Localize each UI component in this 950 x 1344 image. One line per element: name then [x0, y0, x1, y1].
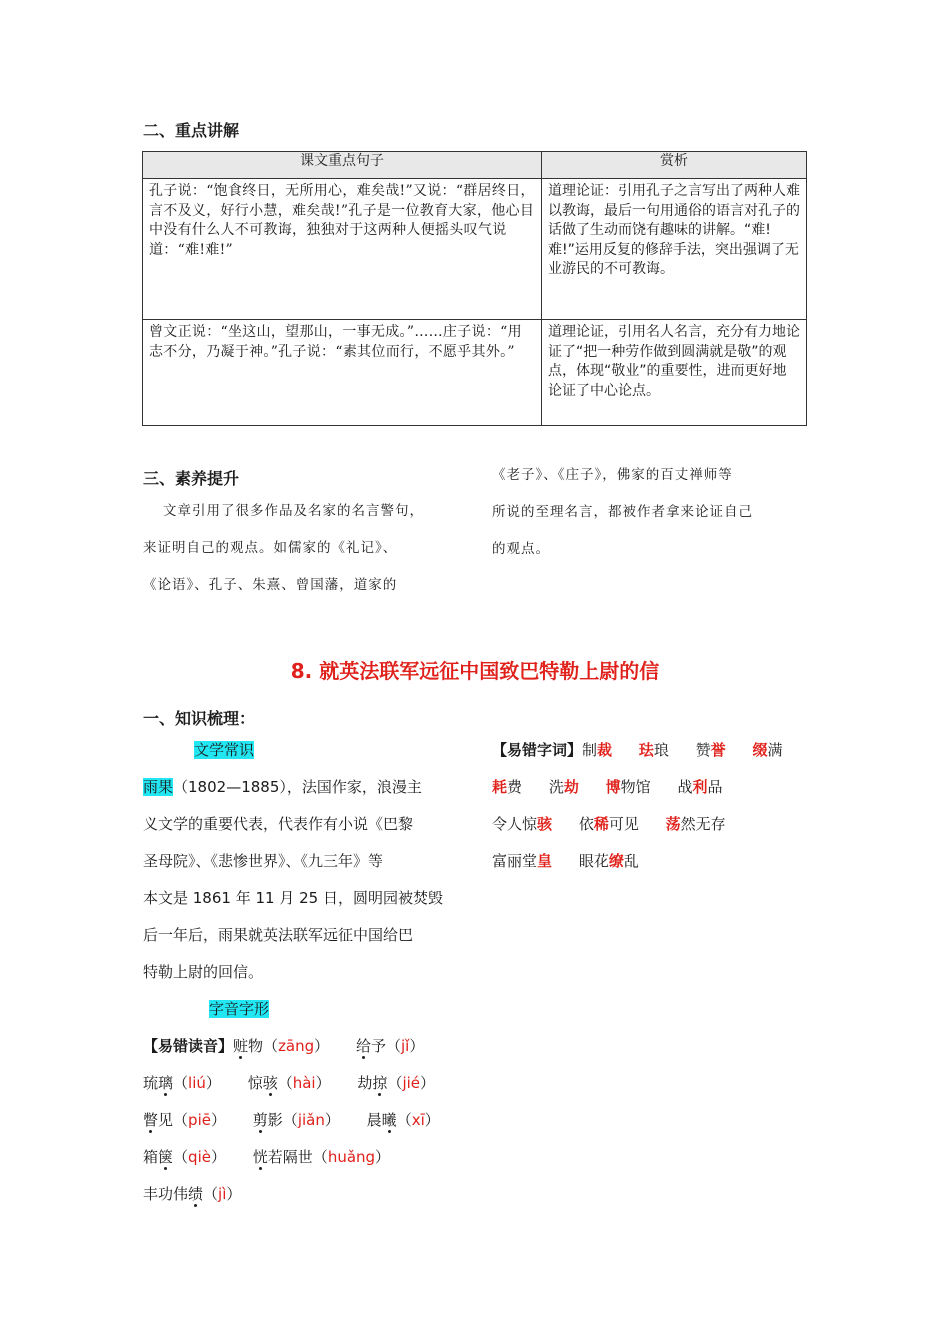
characters-list — [492, 732, 812, 880]
word-part: 富丽堂 — [492, 852, 538, 870]
paren: （ — [263, 1037, 279, 1055]
character-item — [639, 741, 669, 759]
paren: （ — [173, 1148, 189, 1166]
section-heading-knowledge: 一、知识梳理： — [143, 709, 256, 728]
error-prone-character: 博 — [605, 778, 621, 796]
paren: ） — [375, 1148, 391, 1166]
word-part: 制 — [582, 741, 598, 759]
word-part: 品 — [707, 778, 723, 796]
word-part: 见 — [158, 1111, 174, 1129]
error-prone-character: 缭 — [608, 852, 624, 870]
pronunciation-item — [357, 1074, 435, 1092]
author-name: 雨果 — [143, 778, 174, 796]
table-header-sentence: 课文重点句子 — [143, 152, 542, 179]
pinyin: qiè — [188, 1148, 211, 1166]
knowledge-left-column — [143, 732, 473, 1213]
word-part: 丰功伟 — [143, 1185, 189, 1203]
character-item — [549, 778, 579, 796]
word-part: 影 — [267, 1111, 283, 1129]
character-item — [666, 815, 726, 833]
character-item — [492, 778, 522, 796]
word-part: 箱 — [143, 1148, 159, 1166]
pronunciation-item — [143, 1185, 241, 1203]
pronunciation-label: 字音字形 — [209, 1000, 270, 1018]
literacy-line: 《论语》、孔子、朱熹、曾国藩，道家的 — [143, 577, 398, 593]
paren: （ — [173, 1111, 189, 1129]
pinyin: xī — [411, 1111, 425, 1129]
pronunciation-item — [248, 1074, 331, 1092]
word-part: 洗 — [548, 778, 564, 796]
pronunciation-item — [143, 1148, 226, 1166]
paren: （ — [396, 1111, 412, 1129]
word-part: 惊 — [247, 1074, 263, 1092]
section-heading-key-points: 二、重点讲解 — [143, 121, 240, 140]
dotted-character: 箧 — [158, 1148, 174, 1166]
pinyin: jǐ — [401, 1037, 410, 1055]
paren: ） — [314, 1037, 330, 1055]
paren: （ — [312, 1148, 328, 1166]
literature-line: （1802—1885），法国作家，浪漫主 — [173, 778, 422, 796]
error-prone-character: 荡 — [665, 815, 681, 833]
paren: （ — [277, 1074, 293, 1092]
character-item — [752, 741, 782, 759]
paren: （ — [203, 1185, 219, 1203]
pronunciation-list — [143, 1028, 473, 1213]
paren: （ — [387, 1074, 403, 1092]
dotted-character: 曦 — [381, 1111, 397, 1129]
table-cell-analysis: 道理论证：引用孔子之言写出了两种人难以教诲，最后一句用通俗的语言对孔子的话做了生动而饶有趣味的讲解。“难!难!”运用反复的修辞手法，突出强调了无业游民的不可教诲。 — [542, 179, 807, 320]
pinyin: jì — [218, 1185, 227, 1203]
lesson-title: 8. 就英法联军远征中国致巴特勒上尉的信 — [290, 659, 660, 683]
literacy-paragraph-right — [492, 457, 812, 568]
character-item — [492, 815, 552, 833]
key-sentences-table — [142, 151, 807, 426]
paren: ） — [420, 1074, 436, 1092]
character-item — [579, 815, 639, 833]
word-part: 眼花 — [578, 852, 609, 870]
literature-line: 后一年后，雨果就英法联军远征中国给巴 — [143, 926, 414, 944]
paren: ） — [226, 1185, 242, 1203]
literacy-paragraph-left — [143, 493, 473, 604]
character-item — [582, 741, 612, 759]
paren: （ — [173, 1074, 189, 1092]
table-row — [143, 179, 807, 320]
word-part: 令人惊 — [492, 815, 538, 833]
pronunciation-item — [143, 1074, 221, 1092]
error-prone-character: 誉 — [710, 741, 726, 759]
word-part: 予 — [370, 1037, 386, 1055]
literacy-line: 《老子》、《庄子》，佛家的百丈禅师等 — [492, 467, 733, 483]
pronunciation-item — [233, 1037, 329, 1055]
dotted-character: 给 — [355, 1037, 371, 1055]
table-cell-analysis: 道理论证，引用名人名言，充分有力地论证了“把一种劳作做到圆满就是敬”的观点，体现“敬业”的重要性，进而更好地论证了中心论点。 — [542, 320, 807, 426]
section-heading-literacy: 三、素养提升 — [143, 469, 240, 488]
dotted-character: 绩 — [188, 1185, 204, 1203]
error-prone-character: 稀 — [593, 815, 609, 833]
word-part: 乱 — [623, 852, 639, 870]
word-part: 依 — [578, 815, 594, 833]
pinyin: piē — [188, 1111, 211, 1129]
literacy-line: 的观点。 — [492, 541, 550, 557]
dotted-character: 掠 — [372, 1074, 388, 1092]
literature-label: 文学常识 — [194, 741, 255, 759]
pinyin: jié — [402, 1074, 421, 1092]
character-item — [492, 852, 552, 870]
error-prone-character: 珐 — [638, 741, 654, 759]
error-prone-character: 骇 — [537, 815, 553, 833]
dotted-character: 瞥 — [143, 1111, 159, 1129]
word-part: 然无存 — [680, 815, 726, 833]
literature-line: 圣母院》、《悲惨世界》、《九三年》等 — [143, 852, 384, 870]
word-part: 赞 — [695, 741, 711, 759]
word-part: 若隔世 — [267, 1148, 313, 1166]
word-part: 琉 — [143, 1074, 159, 1092]
pinyin: hài — [292, 1074, 316, 1092]
literature-line: 本文是 1861 年 11 月 25 日，圆明园被焚毁 — [143, 889, 443, 907]
literature-line: 义文学的重要代表，代表作有小说《巴黎 — [143, 815, 414, 833]
word-part: 战 — [677, 778, 693, 796]
dotted-character: 璃 — [158, 1074, 174, 1092]
error-prone-character: 皇 — [537, 852, 553, 870]
table-cell-sentence: 孔子说：“饱食终日，无所用心，难矣哉!”又说：“群居终日，言不及义，好行小慧，难矣哉!”孔子是一位教育大家，他心目中没有什么人不可教诲，独独对于这两种人便摇头叹气说道：“难!难!” — [143, 179, 542, 320]
pronunciation-item — [367, 1111, 440, 1129]
literature-line: 特勒上尉的回信。 — [143, 963, 264, 981]
table-header-analysis: 赏析 — [542, 152, 807, 179]
characters-tag: 【易错字词】 — [492, 741, 583, 759]
word-part: 物 — [248, 1037, 264, 1055]
literacy-line: 文章引用了很多作品及名家的名言警句， — [163, 503, 424, 519]
word-part: 劫 — [357, 1074, 373, 1092]
error-prone-character: 利 — [692, 778, 708, 796]
word-part: 可见 — [608, 815, 639, 833]
character-item — [606, 778, 651, 796]
error-prone-character: 耗 — [492, 778, 508, 796]
paren: ） — [205, 1074, 221, 1092]
table-row — [143, 320, 807, 426]
pronunciation-item — [253, 1111, 340, 1129]
pinyin: huǎng — [327, 1148, 376, 1166]
paren: ） — [409, 1037, 425, 1055]
pronunciation-item — [356, 1037, 424, 1055]
dotted-character: 赃 — [233, 1037, 249, 1055]
paren: （ — [385, 1037, 401, 1055]
word-part: 琅 — [653, 741, 669, 759]
character-item — [677, 778, 722, 796]
knowledge-right-column — [492, 732, 812, 880]
pronunciation-item — [253, 1148, 390, 1166]
error-prone-character: 缀 — [752, 741, 768, 759]
character-item — [696, 741, 726, 759]
dotted-character: 骇 — [262, 1074, 278, 1092]
character-item — [579, 852, 639, 870]
paren: ） — [424, 1111, 440, 1129]
paren: ） — [324, 1111, 340, 1129]
word-part: 满 — [767, 741, 783, 759]
pinyin: liú — [188, 1074, 206, 1092]
pronunciation-item — [143, 1111, 226, 1129]
paren: （ — [282, 1111, 298, 1129]
paren: ） — [210, 1148, 226, 1166]
word-part: 晨 — [366, 1111, 382, 1129]
paren: ） — [210, 1111, 226, 1129]
error-prone-character: 劫 — [563, 778, 579, 796]
literacy-line: 来证明自己的观点。如儒家的《礼记》、 — [143, 540, 398, 556]
dotted-character: 恍 — [252, 1148, 268, 1166]
pinyin: zāng — [278, 1037, 315, 1055]
table-header-row — [143, 152, 807, 179]
table-cell-sentence: 曾文正说：“坐这山，望那山，一事无成。”……庄子说：“用志不分，乃凝于神。”孔子说：“素其位而行，不愿乎其外。” — [143, 320, 542, 426]
word-part: 物馆 — [620, 778, 651, 796]
paren: ） — [315, 1074, 331, 1092]
pronunciation-tag: 【易错读音】 — [143, 1037, 234, 1055]
error-prone-character: 裁 — [597, 741, 613, 759]
word-part: 费 — [507, 778, 523, 796]
literacy-line: 所说的至理名言，都被作者拿来论证自己 — [492, 504, 753, 520]
dotted-character: 剪 — [252, 1111, 268, 1129]
pinyin: jiǎn — [297, 1111, 325, 1129]
